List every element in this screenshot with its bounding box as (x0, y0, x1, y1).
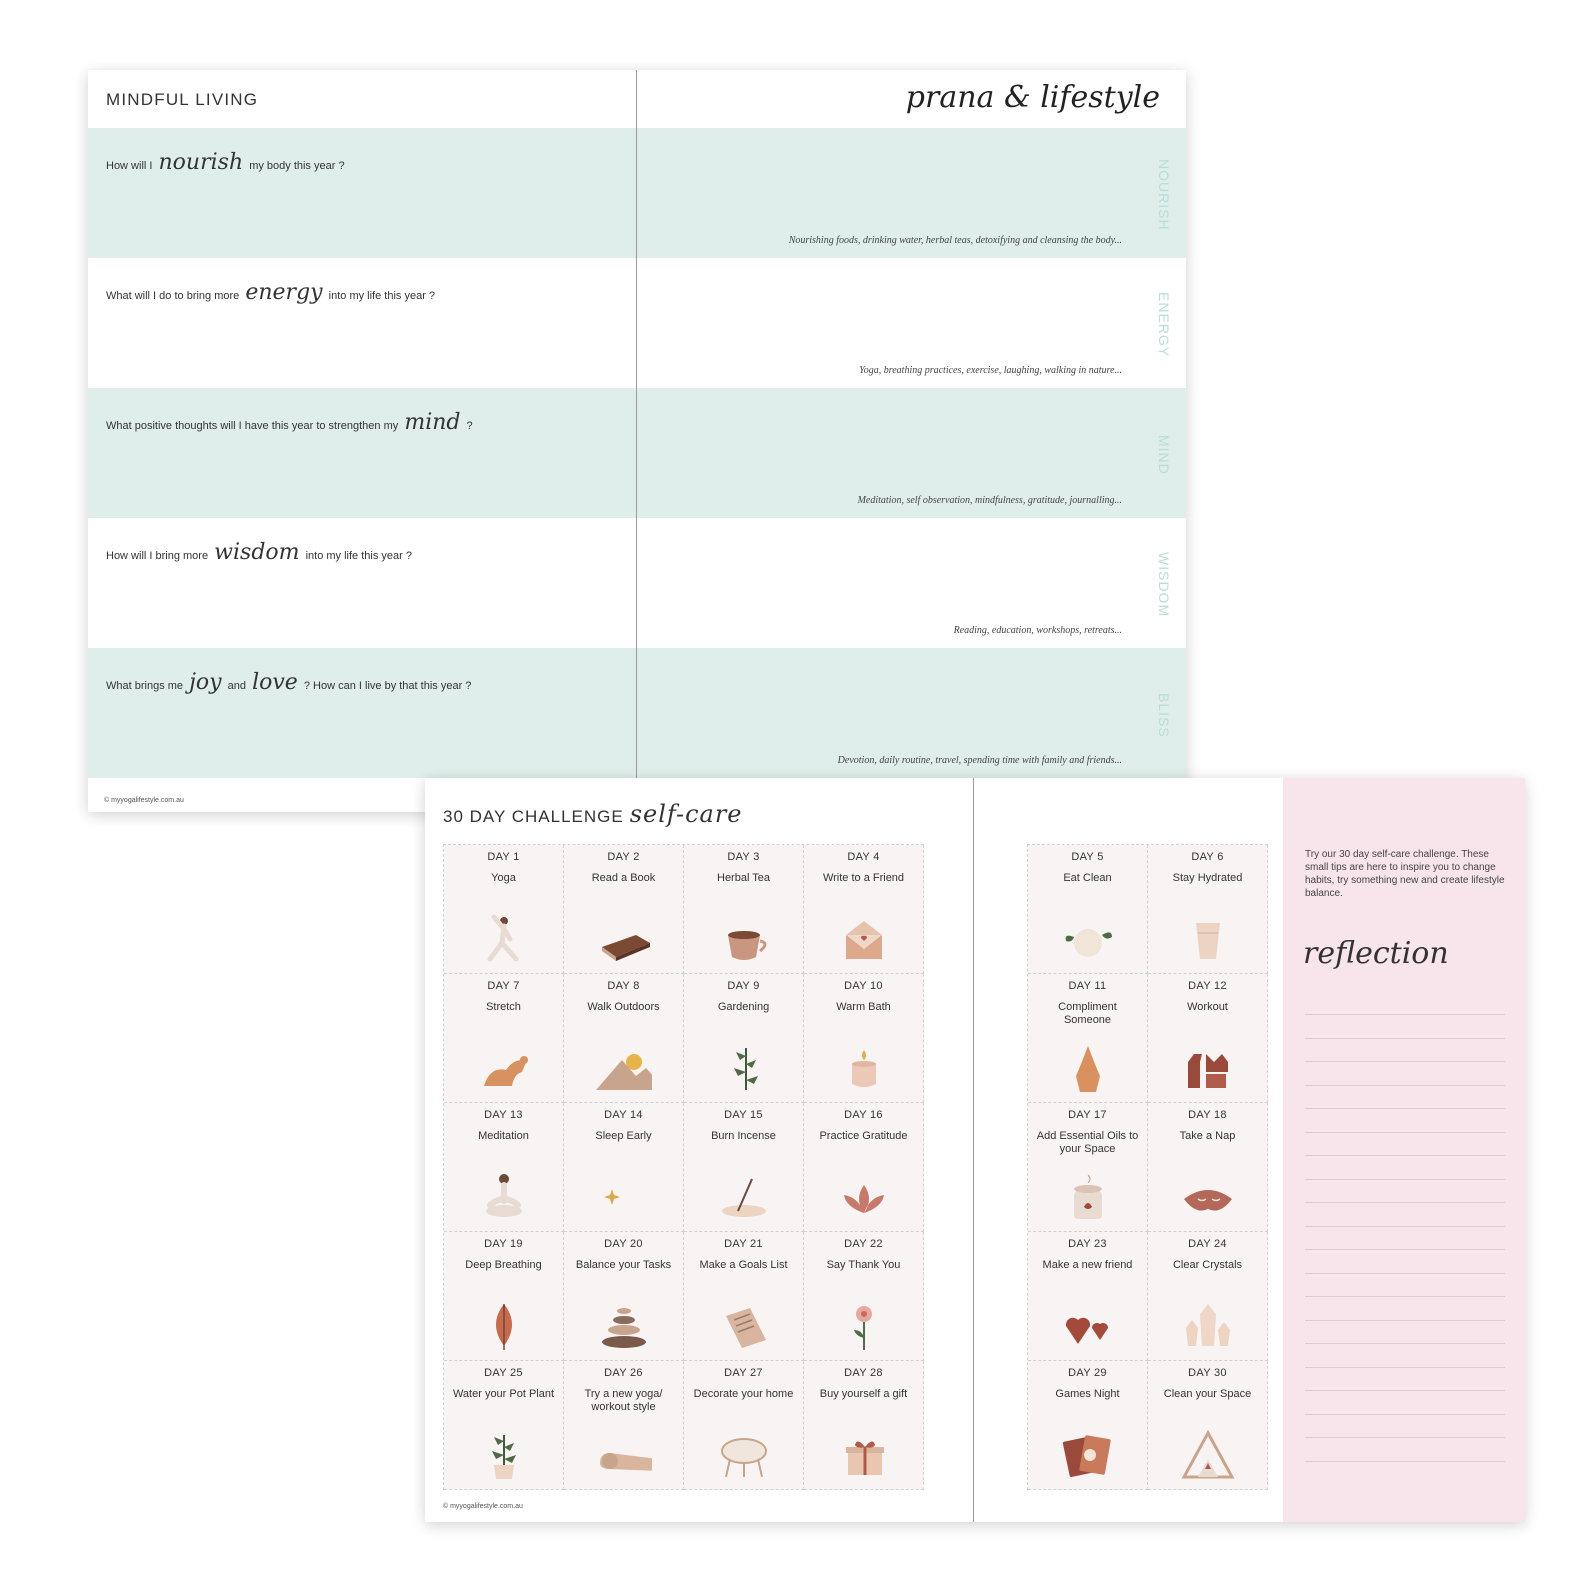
question-row (88, 388, 1186, 518)
day-number: DAY 17 (1068, 1109, 1107, 1121)
day-number: DAY 18 (1188, 1109, 1227, 1121)
day-number: DAY 14 (604, 1109, 643, 1121)
candle-icon (836, 1042, 892, 1094)
challenge-tip: Try our 30 day self-care challenge. These small tips are here to inspire you to change habits, try something new and create lifestyle balance. (1305, 849, 1505, 899)
day-number: DAY 3 (727, 851, 760, 863)
question-row (88, 518, 1186, 648)
day-number: DAY 26 (604, 1367, 643, 1379)
writing-line (1305, 1437, 1505, 1438)
day-activity: Yoga (491, 872, 516, 884)
crystals-icon (1180, 1300, 1236, 1352)
question-lead: How will I (106, 160, 153, 172)
feather-icon (476, 1300, 532, 1352)
book-icon (596, 913, 652, 965)
day-activity: Read a Book (591, 872, 656, 884)
day-number: DAY 23 (1068, 1238, 1107, 1250)
challenge-cell (804, 1361, 924, 1490)
challenge-cell (564, 1232, 684, 1361)
day-activity: Buy yourself a gift (819, 1388, 908, 1400)
day-activity: Sleep Early (595, 1130, 652, 1142)
meditation-icon (476, 1171, 532, 1223)
writing-line (1305, 1038, 1505, 1039)
page-divider (636, 70, 637, 780)
category-label: NOURISH (1156, 159, 1172, 231)
day-activity: Make a Goals List (699, 1259, 788, 1271)
yoga-pose-icon (476, 913, 532, 965)
day-activity: Herbal Tea (717, 872, 770, 884)
day-activity: Decorate your home (693, 1388, 794, 1400)
day-activity: Meditation (478, 1130, 529, 1142)
writing-line (1305, 1414, 1505, 1415)
day-number: DAY 27 (724, 1367, 763, 1379)
challenge-cell (1028, 1361, 1148, 1490)
title-text: 30 DAY CHALLENGE (443, 807, 624, 826)
writing-line (1305, 1343, 1505, 1344)
day-activity: Write to a Friend (822, 872, 905, 884)
day-number: DAY 19 (484, 1238, 523, 1250)
writing-line (1305, 1390, 1505, 1391)
day-activity: Clean your Space (1163, 1388, 1252, 1400)
question-script-word: joy (189, 670, 222, 695)
challenge-cell (684, 974, 804, 1103)
day-number: DAY 5 (1071, 851, 1104, 863)
day-activity: Compliment Someone (1058, 1001, 1117, 1026)
day-number: DAY 21 (724, 1238, 763, 1250)
day-number: DAY 16 (844, 1109, 883, 1121)
day-activity: Burn Incense (711, 1130, 776, 1142)
day-activity: Say Thank You (826, 1259, 901, 1271)
hearts-icon (1060, 1300, 1116, 1352)
writing-line (1305, 1296, 1505, 1297)
challenge-cell (804, 974, 924, 1103)
writing-line (1305, 1320, 1505, 1321)
challenge-cell (804, 845, 924, 974)
category-label: WISDOM (1156, 552, 1172, 618)
challenge-cell (1148, 845, 1268, 974)
challenge-cell (444, 1232, 564, 1361)
challenge-cell (564, 1103, 684, 1232)
question-text (106, 150, 351, 175)
challenge-cell (564, 1361, 684, 1490)
day-number: DAY 9 (727, 980, 760, 992)
title-script: self-care (629, 800, 743, 828)
challenge-cell (1148, 1361, 1268, 1490)
self-care-challenge-sheet (425, 778, 1525, 1522)
challenge-cell (444, 1103, 564, 1232)
day-number: DAY 7 (487, 980, 520, 992)
challenge-grid-right (1027, 844, 1268, 1490)
footer-url: © myyogalifestyle.com.au (104, 797, 184, 804)
page-divider (973, 778, 974, 1522)
category-hint: Meditation, self observation, mindfulness, gratitude, journalling... (857, 495, 1122, 506)
challenge-cell (1028, 1232, 1148, 1361)
challenge-cell (804, 1232, 924, 1361)
writing-line (1305, 1085, 1505, 1086)
day-number: DAY 1 (487, 851, 520, 863)
gift-icon (836, 1429, 892, 1481)
question-text (106, 670, 471, 695)
day-number: DAY 15 (724, 1109, 763, 1121)
category-hint: Yoga, breathing practices, exercise, laughing, walking in nature... (859, 365, 1122, 376)
question-tail: ? (466, 420, 473, 432)
day-number: DAY 24 (1188, 1238, 1227, 1250)
moon-stars-icon (596, 1171, 652, 1223)
oil-burner-icon (1060, 1171, 1116, 1223)
day-number: DAY 20 (604, 1238, 643, 1250)
challenge-cell (1148, 1232, 1268, 1361)
day-number: DAY 22 (844, 1238, 883, 1250)
question-script-word: nourish (158, 150, 244, 175)
cards-icon (1060, 1429, 1116, 1481)
writing-line (1305, 1461, 1505, 1462)
day-number: DAY 8 (607, 980, 640, 992)
writing-line (1305, 1367, 1505, 1368)
challenge-cell (1028, 974, 1148, 1103)
yoga-mat-icon (596, 1429, 652, 1481)
question-tail: and (227, 680, 247, 692)
question-lead: What will I do to bring more (106, 290, 240, 302)
question-lead: What brings me (106, 680, 184, 692)
writing-line (1305, 1202, 1505, 1203)
glass-icon (1180, 913, 1236, 965)
sheet-title: MINDFUL LIVING (106, 90, 259, 109)
envelope-icon (836, 913, 892, 965)
category-label: BLISS (1156, 692, 1172, 738)
day-activity: Stay Hydrated (1172, 872, 1243, 884)
praying-hands-icon (1060, 1042, 1116, 1094)
flower-icon (836, 1300, 892, 1352)
day-number: DAY 11 (1068, 980, 1107, 992)
day-activity: Practice Gratitude (819, 1130, 908, 1142)
mindful-living-sheet (88, 70, 1186, 812)
day-number: DAY 30 (1188, 1367, 1227, 1379)
day-activity: Make a new friend (1042, 1259, 1133, 1271)
sleep-mask-icon (1180, 1171, 1236, 1223)
question-tail: my body this year ? (249, 160, 345, 172)
tent-icon (1180, 1429, 1236, 1481)
question-script-word: mind (404, 410, 461, 435)
day-activity: Add Essential Oils to your Space (1036, 1130, 1139, 1155)
stacked-stones-icon (596, 1300, 652, 1352)
day-activity: Workout (1187, 1001, 1228, 1013)
day-number: DAY 13 (484, 1109, 523, 1121)
question-text (106, 410, 479, 435)
question-tail: ? How can I live by that this year ? (303, 680, 472, 692)
day-activity: Walk Outdoors (587, 1001, 660, 1013)
challenge-cell (1028, 845, 1148, 974)
day-number: DAY 12 (1188, 980, 1227, 992)
question-tail: into my life this year ? (328, 290, 436, 302)
footer-url: © myyogalifestyle.com.au (443, 1503, 523, 1510)
day-activity: Balance your Tasks (575, 1259, 672, 1271)
challenge-cell (1028, 1103, 1148, 1232)
day-activity: Eat Clean (1063, 872, 1112, 884)
plant-icon (716, 1042, 772, 1094)
day-number: DAY 6 (1191, 851, 1224, 863)
fruit-icon (1060, 913, 1116, 965)
question-tail: into my life this year ? (305, 550, 412, 562)
stretching-cat-icon (476, 1042, 532, 1094)
day-activity: Games Night (1055, 1388, 1120, 1400)
writing-line (1305, 1108, 1505, 1109)
challenge-cell (1148, 1103, 1268, 1232)
question-text (106, 280, 441, 305)
day-number: DAY 29 (1068, 1367, 1107, 1379)
challenge-cell (444, 1361, 564, 1490)
day-activity: Try a new yoga/ workout style (584, 1388, 663, 1413)
challenge-cell (564, 845, 684, 974)
challenge-cell (684, 1361, 804, 1490)
day-number: DAY 4 (847, 851, 880, 863)
day-number: DAY 28 (844, 1367, 883, 1379)
question-script-word: energy (245, 280, 323, 305)
pot-plant-icon (476, 1429, 532, 1481)
writing-line (1305, 1273, 1505, 1274)
question-row (88, 648, 1186, 778)
challenge-grid-left (443, 844, 924, 1490)
challenge-cell (804, 1103, 924, 1232)
writing-line (1305, 1249, 1505, 1250)
writing-line (1305, 1179, 1505, 1180)
challenge-cell (684, 845, 804, 974)
question-lead: How will I bring more (106, 550, 209, 562)
day-activity: Stretch (486, 1001, 521, 1013)
writing-line (1305, 1061, 1505, 1062)
question-text (106, 540, 418, 565)
challenge-cell (684, 1103, 804, 1232)
sheet-title (443, 800, 743, 828)
day-activity: Deep Breathing (465, 1259, 542, 1271)
day-number: DAY 10 (844, 980, 883, 992)
question-row (88, 258, 1186, 388)
day-activity: Clear Crystals (1172, 1259, 1243, 1271)
reflection-panel (1283, 778, 1525, 1522)
mountain-sun-icon (596, 1042, 652, 1094)
challenge-cell (444, 845, 564, 974)
day-activity: Warm Bath (836, 1001, 891, 1013)
challenge-cell (1148, 974, 1268, 1103)
category-label: ENERGY (1156, 292, 1172, 358)
question-row (88, 128, 1186, 258)
category-label: MIND (1156, 435, 1172, 475)
day-activity: Take a Nap (1179, 1130, 1236, 1142)
day-number: DAY 2 (607, 851, 640, 863)
day-number: DAY 25 (484, 1367, 523, 1379)
category-hint: Devotion, daily routine, travel, spending time with family and friends... (837, 755, 1122, 766)
challenge-cell (444, 974, 564, 1103)
category-hint: Reading, education, workshops, retreats... (953, 625, 1122, 636)
day-activity: Gardening (717, 1001, 770, 1013)
question-script-word: wisdom (214, 540, 300, 565)
brand-script-heading: prana & lifestyle (905, 80, 1160, 115)
writing-line (1305, 1014, 1505, 1015)
challenge-cell (564, 974, 684, 1103)
incense-icon (716, 1171, 772, 1223)
writing-line (1305, 1132, 1505, 1133)
question-script-word: love (252, 670, 298, 695)
notepad-icon (716, 1300, 772, 1352)
category-hint: Nourishing foods, drinking water, herbal teas, detoxifying and cleansing the body... (788, 235, 1122, 246)
writing-line (1305, 1226, 1505, 1227)
workout-clothes-icon (1180, 1042, 1236, 1094)
question-lead: What positive thoughts will I have this year to strengthen my (106, 420, 399, 432)
tea-cup-icon (716, 913, 772, 965)
reflection-heading: reflection (1303, 936, 1449, 971)
writing-line (1305, 1155, 1505, 1156)
challenge-cell (684, 1232, 804, 1361)
chair-icon (716, 1429, 772, 1481)
lotus-icon (836, 1171, 892, 1223)
day-activity: Water your Pot Plant (452, 1388, 555, 1400)
